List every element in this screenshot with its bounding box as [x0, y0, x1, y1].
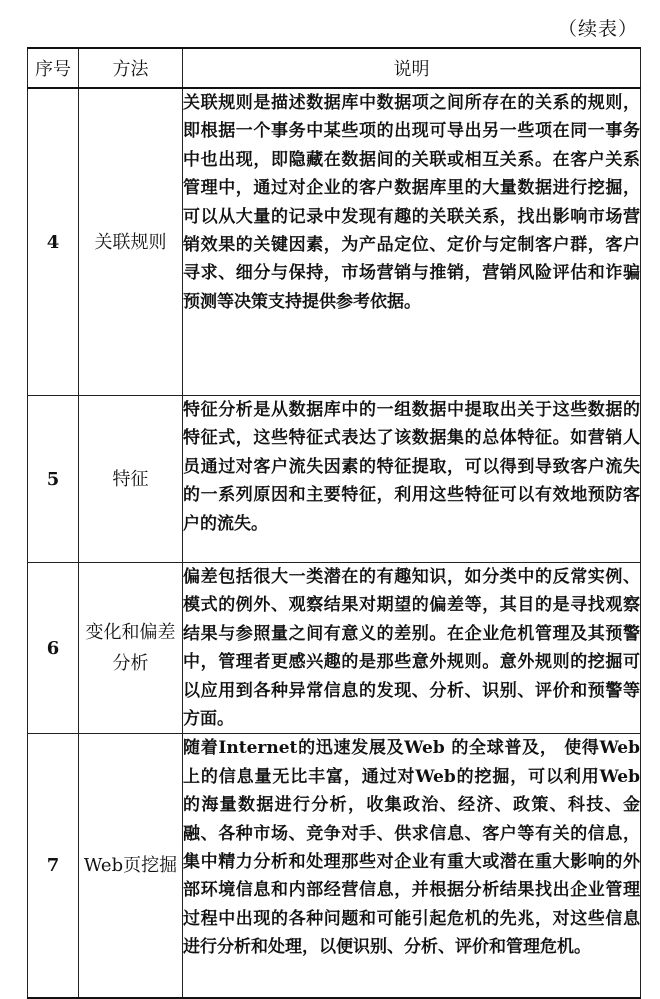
- header-description: 说明: [183, 48, 641, 88]
- table-header-row: [28, 48, 641, 88]
- table-row: [28, 563, 641, 734]
- row-number: 5: [28, 396, 79, 563]
- row-description: 偏差包括很大一类潜在的有趣知识，如分类中的反常实例、模式的例外、观察结果对期望的偏差等，其目的是寻找观察结果与参照量之间有意义的差别。在企业危机管理及其预警中，管理者更感兴趣的是那些意外规则。意外规则的挖掘可以应用到各种异常信息的发现、分析、识别、评价和预警等方面。: [183, 563, 641, 734]
- row-number: 7: [28, 734, 79, 999]
- row-description: 特征分析是从数据库中的一组数据中提取出关于这些数据的特征式，这些特征式表达了该数据集的总体特征。如营销人员通过对客户流失因素的特征提取，可以得到导致客户流失的一系列原因和主要特征，利用这些特征可以有效地预防客户的流失。: [183, 396, 641, 563]
- row-method: 关联规则: [79, 88, 183, 396]
- row-number: 6: [28, 563, 79, 734]
- table-row: [28, 396, 641, 563]
- row-description: 随着Internet的迅速发展及Web 的全球普及， 使得Web上的信息量无比丰富，通过对Web的挖掘，可以利用Web 的海量数据进行分析，收集政治、经济、政策、科技、金融、各种市场、竞争对手、供求信息、客户等有关的信息，集中精力分析和处理那些对企业有重大或潜在重大影响的外部环境信息和内部经营信息，并根据分析结果找出企业管理过程中出现的各种问题和可能引起危机的先兆，对这些信息进行分析和处理，以便识别、分析、评价和管理危机。: [183, 734, 641, 999]
- header-method: 方法: [79, 48, 183, 88]
- row-description: 关联规则是描述数据库中数据项之间所存在的关系的规则，即根据一个事务中某些项的出现可导出另一些项在同一事务中也出现，即隐藏在数据间的关联或相互关系。在客户关系管理中，通过对企业的客户数据库里的大量数据进行挖掘，可以从大量的记录中发现有趣的关联关系，找出影响市场营销效果的关键因素，为产品定位、定价与定制客户群，客户寻求、细分与保持，市场营销与推销，营销风险评估和诈骗预测等决策支持提供参考依据。: [183, 88, 641, 396]
- row-method: 特征: [79, 396, 183, 563]
- table-row: [28, 88, 641, 396]
- row-number: 4: [28, 88, 79, 396]
- table-row: [28, 734, 641, 999]
- continued-label: （续表）: [557, 18, 638, 40]
- row-method: 变化和偏差分析: [79, 563, 183, 734]
- row-method: Web页挖掘: [79, 734, 183, 999]
- methods-table: [27, 47, 641, 999]
- header-number: 序号: [28, 48, 79, 88]
